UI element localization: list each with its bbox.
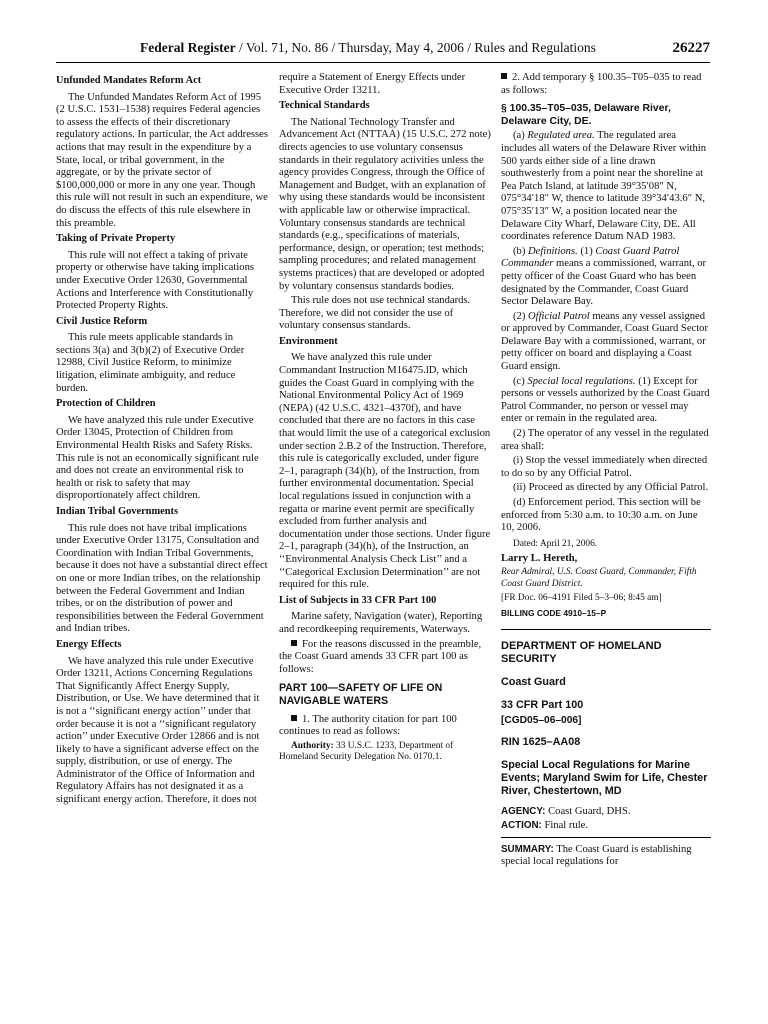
authority-statement [279,741,491,765]
section-heading: § 100.35–T05–035, Delaware River, Delaware City, DE. [501,103,671,127]
heading-taking-private-property: Taking of Private Property [56,233,176,245]
add-section-text: 2. Add temporary § 100.35–T05–035 to read as follows: [501,72,702,96]
paragraph-special-local-2i: (i) Stop the vessel immediately when directed to do so by any Official Patrol. [501,455,708,479]
action-field-value: Final rule. [541,820,589,832]
header-rule [56,62,710,63]
heading-indian-tribal: Indian Tribal Governments [56,506,179,517]
paragraph-definitions-1: (b) Definitions. (1) Coast Guard Patrol Commander means a commissioned, warrant, or petty officer of the Coast Guard who has been designated by the Commander, Coast Guard Sector Delaware Bay. [501,245,707,308]
paragraph-special-local-1: (c) Special local regulations. (1) Except for persons or vessels authorized by the Coast Guard Patrol Commander, no person or vessel may enter or remain in the regulated area. [501,375,710,425]
special-local-text: Except for persons or vessels authorized by the Coast Guard Patrol Commander, no person or vessel may enter or remain in the regulated area. [501,375,710,425]
column-1 [56,72,268,809]
heading-civil-justice: Civil Justice Reform [56,315,148,327]
summary-divider [501,837,711,838]
paragraph-technical-standards-2: This rule does not use technical standards. Therefore, we did not consider the use of voluntary consensus standards. [279,295,471,332]
signer-name: Larry L. Hereth, [501,552,578,564]
summary-field [501,844,711,869]
official-patrol-label: Official Patrol [528,310,590,322]
action-field-label: ACTION: [501,820,542,832]
journal-name: Federal Register [140,40,236,55]
heading-list-of-subjects: List of Subjects in 33 CFR Part 100 [279,594,437,606]
signer-title: Rear Admiral, U.S. Coast Guard, Commander, Fifth Coast Guard District. [501,567,697,589]
special-local-label: Special local regulations. [527,375,636,387]
paragraph-add-section [501,72,711,97]
rule-title: Special Local Regulations for Marine Events; Maryland Swim for Life, Chester River, Chestertown, MD [501,758,708,797]
summary-field-value: The Coast Guard is establishing special local regulations for [501,843,692,868]
paragraph-authority-citation [279,714,491,739]
heading-environment: Environment [279,335,338,347]
part-heading: PART 100—SAFETY OF LIFE ON NAVIGABLE WATERS [279,682,443,707]
bullet-square-icon [291,640,297,646]
authority-text: 33 U.S.C. 1233, Department of Homeland Security Delegation No. 0170.1. [279,740,454,763]
docket-number: [CGD05–06–006] [501,715,582,727]
regulated-area-text: The regulated area includes all waters of the Delaware River within 500 yards either side of a line drawn southwesterly from a point near the shoreline at Pea Patch Island, at latitude 39°35′08″ N, 075°34′18″ W, thence to latitude 39°34′43.6″ N, 075°35′13″ W, a position located near the Delaware City Wharf, Delaware City, DE. All coordinates reference Datum NAD 1983. [501,130,707,243]
dated-line: Dated: April 21, 2006. [513,538,598,549]
paragraph-indian-tribal: This rule does not have tribal implications under Executive Order 13175, Consultation and Coordination with Indian Tribal Governments, because it does not have a substantial direct effect on one or more Indian tribes, on the relationship between the Federal Government and Indian tribes, or on the distribution of power and responsibilities between the Federal Government and Indian tribes. [56,522,268,635]
paragraph-definitions-2: (2) Official Patrol means any vessel assigned or approved by Commander, Coast Guard Sector Delaware Bay with a commissioned, warrant, or petty officer on board and displaying a Coast Guard ensign. [501,310,708,373]
column-3 [501,72,711,871]
patrol-commander-text: means a commissioned, warrant, or petty officer of the Coast Guard who has been designated by the Commander, Coast Guard Sector Delaware Bay. [501,258,707,308]
paragraph-energy-effects: We have analyzed this rule under Executive Order 13211, Actions Concerning Regulations That Significantly Affect Energy Supply, Distribution, or Use. We have determined that it is not a ‘‘significant energy action’’ under that order because it is not a ‘‘significant regulatory action’’ under Executive Order 12866 and is not likely to have a significant adverse effect on the supply, distribution, or use of energy. The Administrator of the Office of Information and Regulatory Affairs has not designated it as a significant energy action. Therefore, it does not [56,655,260,806]
department-name: DEPARTMENT OF HOMELAND SECURITY [501,640,662,666]
issue-info: / Vol. 71, No. 86 / Thursday, May 4, 2006 / Rules and Regulations [235,40,596,55]
fr-doc-line: [FR Doc. 06–4191 Filed 5–3–06; 8:45 am] [501,592,662,603]
paragraph-special-local-2ii: (ii) Proceed as directed by any Official Patrol. [513,482,709,494]
paragraph-special-local-2: (2) The operator of any vessel in the regulated area shall: [501,428,709,452]
patrol-commander-label: Coast Guard Patrol Commander [501,245,680,270]
paragraph-environment: We have analyzed this rule under Commandant Instruction M16475.lD, which guides the Coast Guard in complying with the National Environmental Policy Act of 1969 (NEPA) (42 U.S.C. 4321–4370f), and have concluded that there are no factors in this case that would limit the use of a categorical exclusion under section 2.B.2 of the Instruction. Therefore, this rule is categorically excluded, under figure 2–1, paragraph (34)(h), of the Instruction, from further environmental documentation. Special local regulations issued in conjunction with a regatta or marine event permit are specifically excluded from further analysis and documentation under those sections. Under figure 2–1, paragraph (34)(h), of the Instruction, an ‘‘Environmental Analysis Check List’’ and a ‘‘Categorical Exclusion Determination’’ are not required for this rule. [279,352,491,591]
column-2 [279,72,491,766]
paragraph-protection-children: We have analyzed this rule under Executive Order 13045, Protection of Children from Environmental Health Risks and Safety Risks. This rule is not an economically significant rule and does not create an environmental risk to health or risk to safety that may disproportionately affect children. [56,414,259,502]
summary-field-label: SUMMARY: [501,843,554,855]
bullet-square-icon [291,715,297,721]
running-header [56,40,710,60]
paragraph-amendment-reasons [279,639,491,677]
cfr-part: 33 CFR Part 100 [501,698,584,711]
paragraph-energy-continued: require a Statement of Energy Effects under Executive Order 13211. [279,72,466,96]
paragraph-enforcement-period: (d) Enforcement period. This section will be enforced from 5:30 a.m. to 10:30 a.m. on June 10, 2006. [501,497,701,534]
agency-field [501,806,711,819]
action-field [501,820,711,833]
paragraph-list-of-subjects: Marine safety, Navigation (water), Reporting and recordkeeping requirements, Waterways. [279,611,483,635]
bullet-square-icon [501,73,507,79]
agency-name: Coast Guard [501,676,566,689]
billing-code: BILLING CODE 4910–15–P [501,607,607,618]
definitions-label: Definitions. [528,245,578,257]
heading-technical-standards: Technical Standards [279,100,370,112]
page-number: 26227 [672,40,710,56]
running-header-text [140,40,596,56]
agency-field-value: Coast Guard, DHS. [545,805,631,817]
section-divider [501,629,711,630]
regulated-area-label: Regulated area. [527,130,595,142]
heading-energy-effects: Energy Effects [56,638,122,650]
amendment-reasons-text: For the reasons discussed in the preamble, the Coast Guard amends 33 CFR part 100 as follows: [279,638,482,675]
paragraph-civil-justice: This rule meets applicable standards in sections 3(a) and 3(b)(2) of Executive Order 12988, Civil Justice Reform, to minimize litigation, eliminate ambiguity, and reduce burden. [56,332,245,394]
paragraph-taking-private-property: This rule will not effect a taking of private property or otherwise have taking implications under Executive Order 12630, Governmental Actions and Interference with Constitutionally Protected Property Rights. [56,249,254,312]
paragraph-unfunded-mandates: The Unfunded Mandates Reform Act of 1995 (2 U.S.C. 1531–1538) requires Federal agencies to assess the effects of their discretionary regulatory actions. In particular, the Act addresses actions that may result in the expenditure by a State, local, or tribal government, in the aggregate, or by the private sector of $100,000,000 or more in any one year. Though this rule will not result in such an expenditure, we do discuss the effects of this rule elsewhere in this preamble. [56,91,268,229]
official-patrol-text: means any vessel assigned or approved by Commander, Coast Guard Sector Delaware Bay with a commissioned, warrant, or petty officer on board and displaying a Coast Guard ensign. [501,310,708,373]
authority-label: Authority: [291,740,334,751]
paragraph-technical-standards-1: The National Technology Transfer and Advancement Act (NTTAA) (15 U.S.C. 272 note) directs agencies to use voluntary consensus standards in their regulatory activities unless the agency provides Congress, through the Office of Management and Budget, with an explanation of why using these standards would be inconsistent with applicable law or otherwise impractical. Voluntary consensus standards are technical standards (e.g., specifications of materials, performance, design, or operation; test methods; sampling procedures; and related management systems practices) that are developed or adopted by voluntary consensus standards bodies. [279,116,491,292]
paragraph-regulated-area: (a) Regulated area. The regulated area includes all waters of the Delaware River within 500 yards either side of a line drawn southwesterly from a point near the shoreline at Pea Patch Island, at latitude 39°35′08″ N, 075°34′18″ W, thence to latitude 39°34′43.6″ N, 075°35′13″ W, a position located near the Delaware City Wharf, Delaware City, DE. All coordinates reference Datum NAD 1983. [501,130,707,243]
authority-citation-text: 1. The authority citation for part 100 continues to read as follows: [279,713,457,738]
heading-unfunded-mandates: Unfunded Mandates Reform Act [56,75,202,86]
heading-protection-children: Protection of Children [56,398,156,410]
rin-number: RIN 1625–AA08 [501,735,581,748]
agency-field-label: AGENCY: [501,805,546,817]
